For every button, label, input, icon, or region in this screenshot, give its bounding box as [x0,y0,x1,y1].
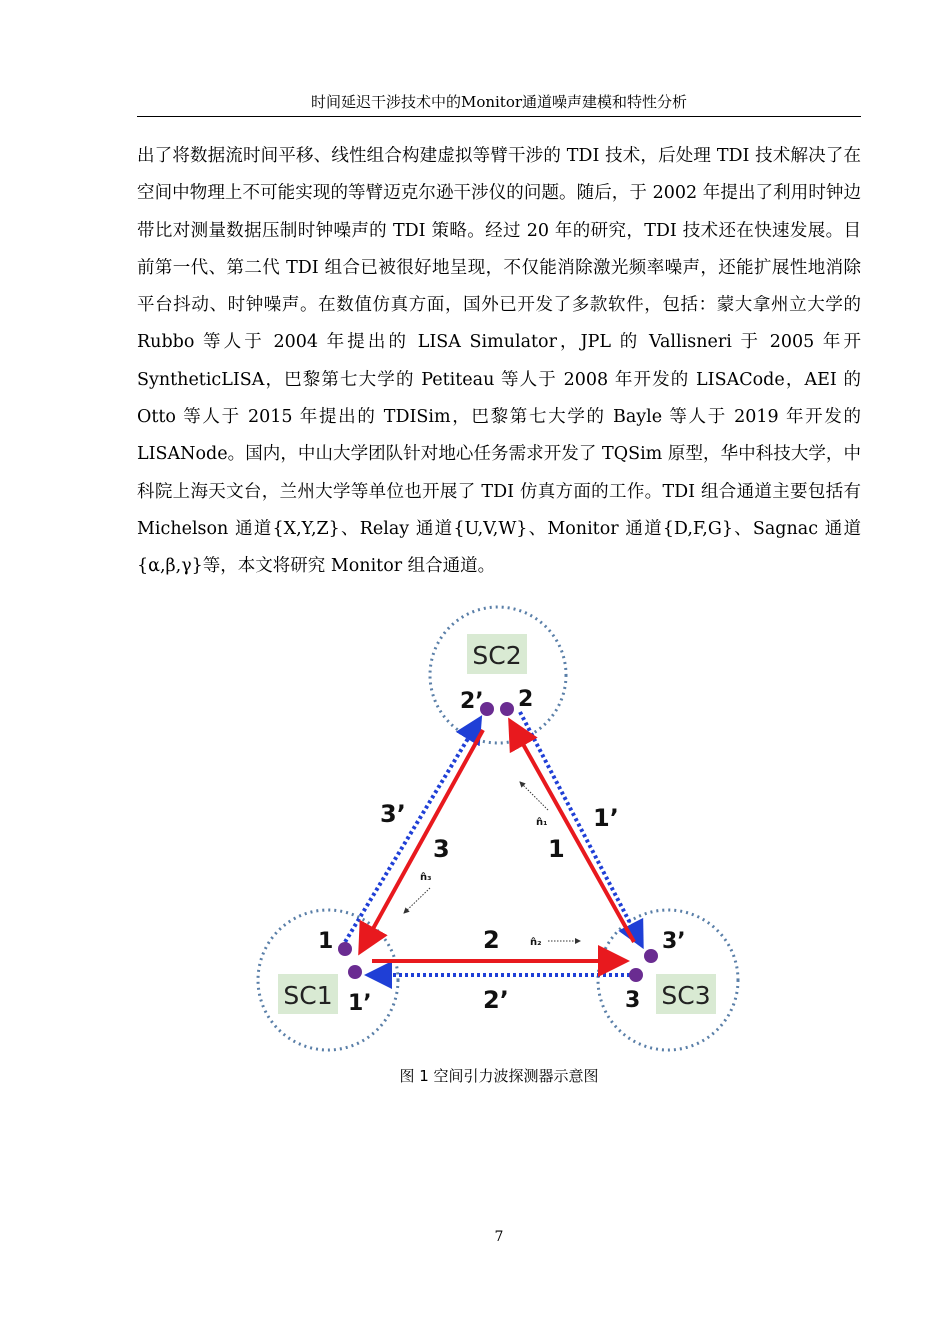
label-n1: n̂₁ [536,817,548,828]
page-number: 7 [494,1229,504,1245]
label-sc3-top: 3’ [662,929,686,954]
sc3-label: SC3 [661,981,711,1010]
n1-vector-arrow [520,782,548,810]
label-sc2-left: 2’ [460,689,484,714]
sc1-node-bottom [348,965,362,979]
label-arm-bottom-bottom: 2’ [483,986,509,1014]
label-arm-left-outer: 3’ [380,800,406,828]
sc3-node-bottom [629,968,643,982]
label-arm-left-inner: 3 [433,835,450,863]
label-n2: n̂₂ [530,937,542,948]
label-arm-right-inner: 1 [548,835,565,863]
figure-caption: 图 1 空间引力波探测器示意图 [399,1067,599,1085]
sc3-node-top [644,949,658,963]
label-arm-right-outer: 1’ [593,804,619,832]
running-header: 时间延迟干涉技术中的Monitor通道噪声建模和特性分析 [310,93,688,111]
arm-right-laser-arrow [514,728,634,942]
body-paragraph: 出了将数据流时间平移、线性组合构建虚拟等臂干涉的 TDI 技术，后处理 TDI 技术解决了在空间中物理上不可能实现的等臂迈克尔逊干涉仪的问题。随后，于 2002 年提出了利用时钟边带比对测量数据压制时钟噪声的 TDI 策略。经过 20 年的研究，TDI 技术还在快速发展。目前第一代、第二代 TDI 组合已被很好地呈现，不仅能消除激光频率噪声，还能扩展性地消除平台抖动、时钟噪声。在数值仿真方面，国外已开发了多款软件，包括：蒙大拿州立大学的 Rubbo 等人于 2004 年提出的 LISA Simulator，JPL 的 Vallisneri 于 2005 年开 SyntheticLISA，巴黎第七大学的 Petiteau 等人于 2008 年开发的 LISACode，AEI 的 Otto 等人于 2015 年提出的 TDISim，巴黎第七大学的 Bayle 等人于 2019 年开发的 LISANode。国内，中山大学团队针对地心任务需求开发了 TQSim 原型，华中科技大学，中科院上海天文台，兰州大学等单位也开展了 TDI 仿真方面的工作。TDI 组合通道主要包括有 Michelson 通道{X,Y,Z}、Relay 通道{U,V,W}、Monitor 通道{D,F,G}、Sagnac 通道{α,β,γ}等，本文将研究 Monitor 组合通道。 [137,146,861,577]
sc2-orbit-circle [430,607,566,743]
label-sc1-top: 1 [318,929,334,954]
label-sc3-bottom: 3 [625,988,641,1013]
label-sc1-bottom: 1’ [348,991,372,1016]
sc2-label: SC2 [472,641,522,670]
sc2-node-right [500,702,514,716]
detector-diagram [230,590,750,1060]
label-sc2-right: 2 [518,687,534,712]
arm-left-laser-arrow [364,730,483,945]
label-n3: n̂₃ [420,872,432,883]
n3-vector-arrow [404,888,430,913]
label-arm-bottom-top: 2 [483,926,500,954]
arm-left-dotted-arrow [342,722,478,947]
sc1-label: SC1 [283,981,333,1010]
sc1-node-top [338,942,352,956]
header-rule [137,116,861,117]
